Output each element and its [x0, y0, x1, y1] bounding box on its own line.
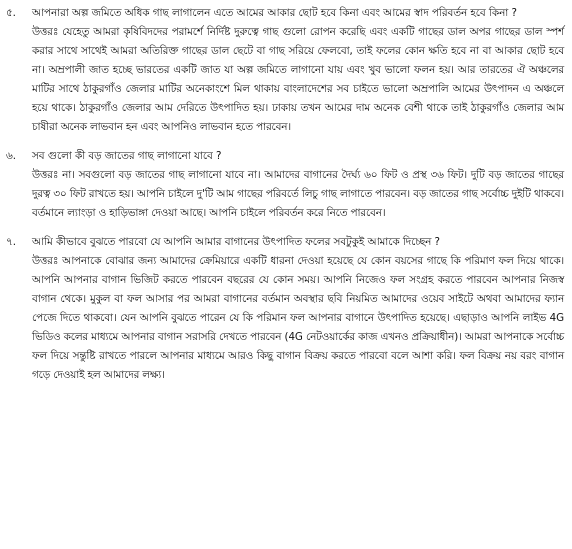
item-number: ৭. [6, 236, 16, 248]
faq-item-7 [6, 233, 564, 385]
item-content [32, 233, 564, 385]
question-text: আপনারা অল্প জমিতে অধিক গাছ লাগালেন এতে আমের আকার ছোট হবে কিনা এবং আমের স্বাদ পরিবর্তন হবে কিনা ? [32, 7, 517, 19]
item-content [32, 147, 564, 223]
faq-item-5 [6, 4, 564, 137]
item-number: ৫. [6, 7, 16, 19]
item-content [32, 4, 564, 137]
question-text: আমি কীভাবে বুঝতে পারবো যে আপনি আমার বাগানের উৎপাদিত ফলের সবটুকুই আমাকে দিচ্ছেন ? [32, 236, 440, 248]
question-text: সব গুলো কী বড় জাতের গাছ লাগানো যাবে ? [32, 150, 222, 162]
faq-item-6 [6, 147, 564, 223]
answer-text: উত্তরঃ আপনাকে বোঝার জন্য আমাদের ক্রেমিয়ারে একটি ধারনা দেওয়া হয়েছে যে কোন বয়সের গাছে কি পরিমাণ ফল দিয়ে থাকে। আপনি আপনার বাগান ভিজিট করতে পারবেন বছরের যে কোন সময়। আপনি নিজেও ফল সংগ্রহ করতে পারবেন আপনার নিজস্ব বাগান থেকে। মুকুল বা ফল আসার পর আমরা বাগানের বর্তমান অবস্থার ছবি নিয়মিত আমাদের ওয়েব সাইটে অথবা আমাদের ফ্যান পেজে দিতে থাকবো। যেন আপনি বুঝতে পারেন যে কি পরিমান ফল আপনার বাগানে উৎপাদিত হয়েছে। এছাড়াও আপনি লাইভ 4G ভিডিও কলের মাধ্যমে আপনার বাগান সরাসরি দেখতে পারবেন (4G নেটওয়ার্কের কাজ এখনও প্রক্রিয়াধীন)। আমরা আপনাকে সর্বোচ্চ ফল দিয়ে সন্তুষ্টি রাখতে পারলে আপনার মাধ্যমে আরও কিছু বাগান বিক্রয় করতে পারবো বলে আশা করি। ফল বিক্রয় নয় বরং বাগান গড়ে দেওয়াই হল আমাদের লক্ষ্য। [32, 255, 565, 381]
answer-text: উত্তরঃ যেহেতু আমরা কৃষিবিদদের পরামর্শে নির্দিষ্ট দুরুত্বে গাছ গুলো রোপন করেছি এবং একটি গাছের ডাল অপর গাছের ডাল স্পর্শ করার সাথে সাথেই আমরা অতিরিক্ত গাছের ডাল ছেটে বা গাছ সরিয়ে ফেলবো, তাই ফলের কোন ক্ষতি হবে না বা আকার ছোট হবে না। অম্রপালী জাত হচ্ছে ভারতের একটি জাত যা অল্প জমিতে লাগানো যায় এবং খুব ভালো ফলন হয়। আর তারতের ঐ অঞ্চলের মাটির সাথে ঠাকুরগাঁও জেলার মাটির অনেকাংশে মিল থাকায় বাংলাদেশের সব চাইতে ভালো অম্রপালি আমের উৎপাদন এ অঞ্চলে হয়ে থাকে। ঠাকুরগাঁও জেলার আম দেরিতে উৎপাদিত হয়। ঢাকায় তখন আমের দাম অনেক বেশী থাকে তাই ঠাকুরগাঁও জেলার আম চাষীরা অনেক লাভবান হন এবং আপনিও লাভবান হতে পারবেন। [32, 26, 564, 133]
answer-text: উত্তরঃ না। সবগুলো বড় জাতের গাছ লাগানো যাবে না। আমাদের বাগানের দৈর্ঘ্য ৬০ ফিট ও প্রস্থ ৩৬ ফিট। দুটি বড় জাতের গাছের দুরত্ব ৩০ ফিট রাখতে হয়। আপনি চাইলে দু'টি আম গাছের পরিবর্তে লিচু গাছ লাগাতে পারবেন। বড় জাতের গাছ সর্বোচ্চ দুইটি থাকবে। বর্তমানে ল্যাংড়া ও হাড়িভাঙ্গা দেওয়া আছে। আপনি চাইলে পরিবর্তন করে নিতে পারবেন। [32, 169, 564, 219]
item-number: ৬. [6, 150, 16, 162]
